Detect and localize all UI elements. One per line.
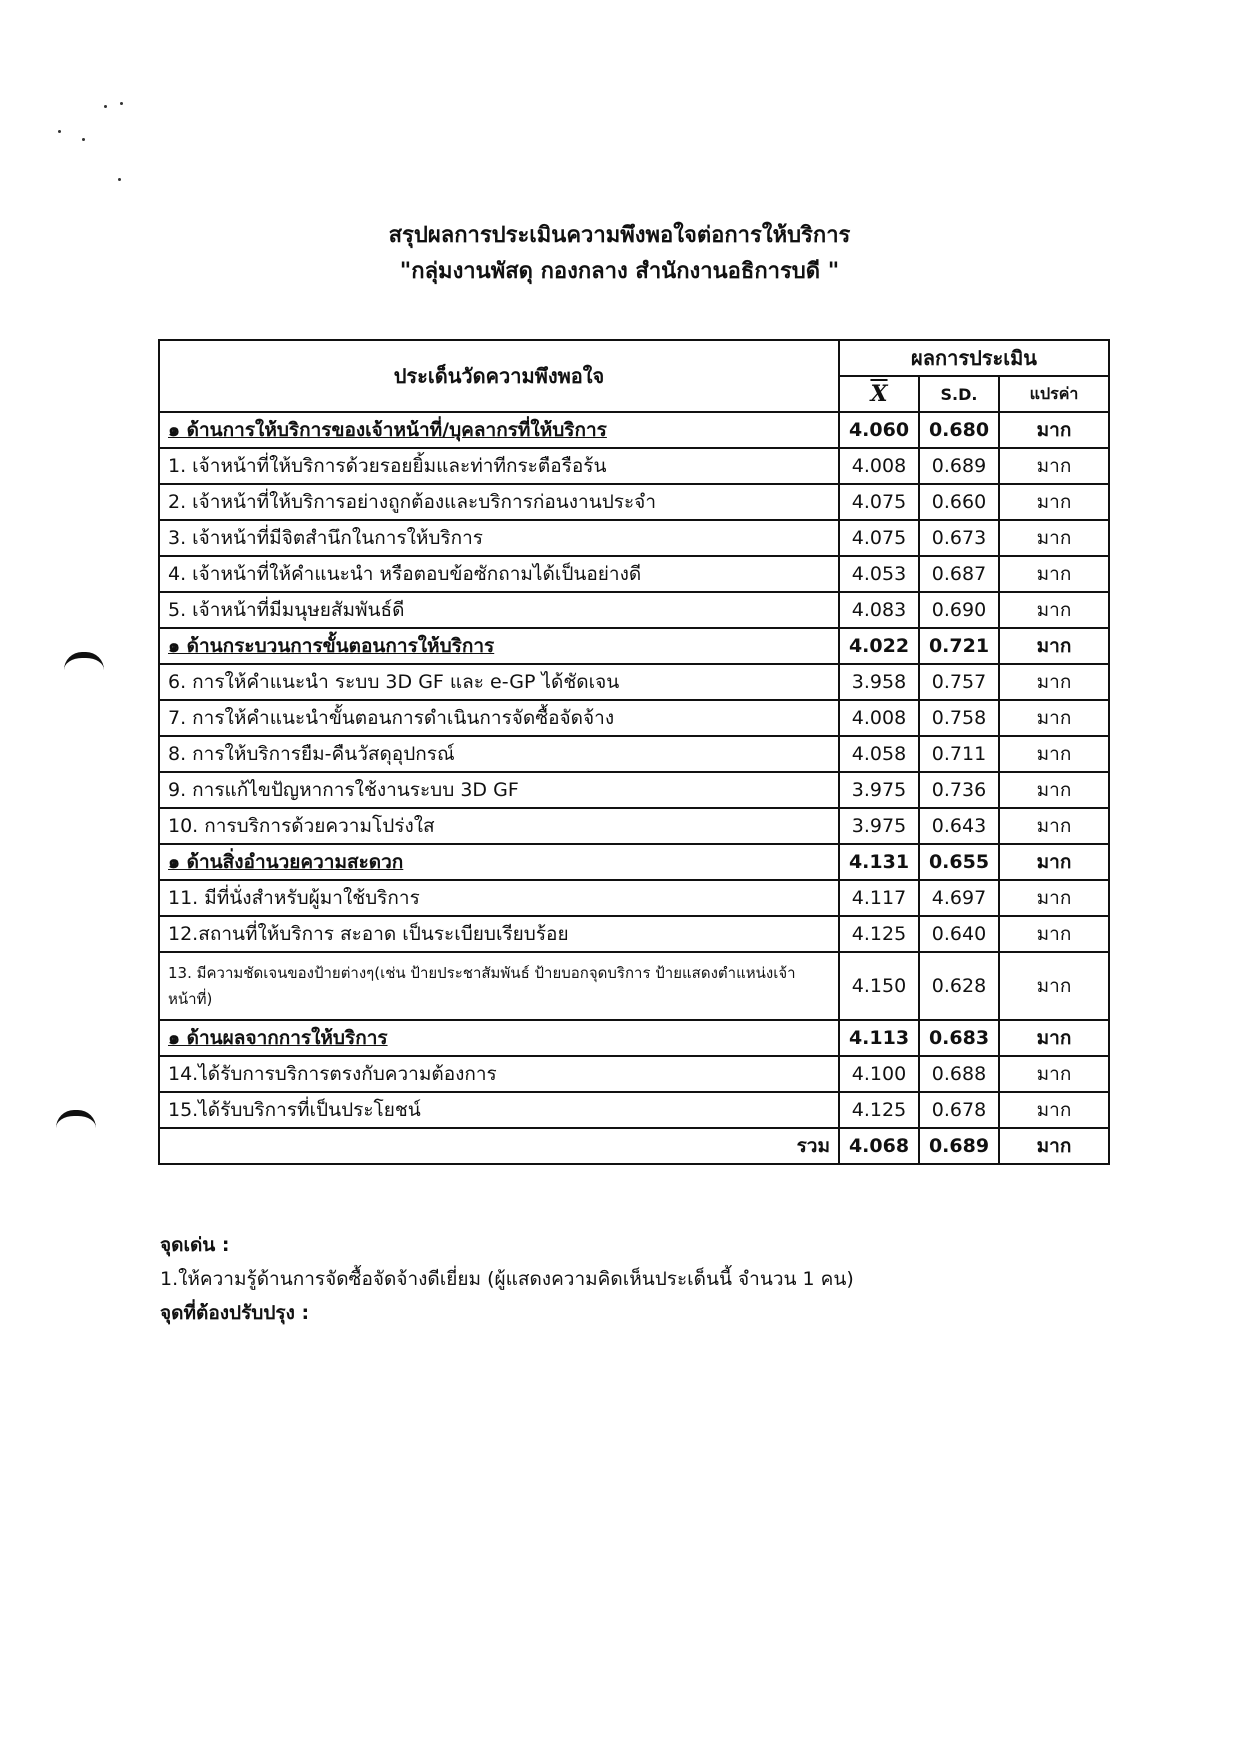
row-mean: 3.975 (839, 772, 919, 808)
row-level: มาก (999, 1092, 1109, 1128)
table-row (159, 592, 1109, 628)
row-label: ๑ ด้านผลจากการให้บริการ (159, 1020, 839, 1056)
row-mean: 4.083 (839, 592, 919, 628)
row-label: 15.ได้รับบริการที่เป็นประโยชน์ (159, 1092, 839, 1128)
table-row (159, 1092, 1109, 1128)
row-mean: 4.113 (839, 1020, 919, 1056)
hole-punch-mark (64, 652, 104, 670)
row-level: มาก (999, 1056, 1109, 1092)
notes-section (160, 1228, 1120, 1330)
table-row (159, 448, 1109, 484)
row-label: 8. การให้บริการยืม-คืนวัสดุอุปกรณ์ (159, 736, 839, 772)
table-row-section (159, 412, 1109, 448)
row-mean: 4.060 (839, 412, 919, 448)
row-level: มาก (999, 664, 1109, 700)
table-row-section (159, 844, 1109, 880)
total-level: มาก (999, 1128, 1109, 1164)
row-label: 14.ได้รับการบริการตรงกับความต้องการ (159, 1056, 839, 1092)
table-row-total (159, 1128, 1109, 1164)
table-row (159, 736, 1109, 772)
row-sd: 0.711 (919, 736, 999, 772)
table-row (159, 952, 1109, 1020)
strength-item: 1.ให้ความรู้ด้านการจัดซื้อจัดจ้างดีเยี่ยม (ผู้แสดงความคิดเห็นประเด็นนี้ จำนวน 1 คน) (160, 1268, 854, 1290)
row-level: มาก (999, 520, 1109, 556)
header-result: ผลการประเมิน (839, 340, 1109, 376)
row-label: ๑ ด้านกระบวนการขั้นตอนการให้บริการ (159, 628, 839, 664)
row-level: มาก (999, 592, 1109, 628)
header-mean: $\overline{X}$ (839, 376, 919, 412)
row-mean: 4.008 (839, 448, 919, 484)
row-mean: 4.125 (839, 1092, 919, 1128)
row-sd: 4.697 (919, 880, 999, 916)
row-label: ๑ ด้านสิ่งอำนวยความสะดวก (159, 844, 839, 880)
row-label: 5. เจ้าหน้าที่มีมนุษยสัมพันธ์ดี (159, 592, 839, 628)
document-title (0, 218, 1239, 290)
row-level: มาก (999, 556, 1109, 592)
row-label: 7. การให้คำแนะนำขั้นตอนการดำเนินการจัดซื้อจัดจ้าง (159, 700, 839, 736)
row-level: มาก (999, 808, 1109, 844)
row-sd: 0.678 (919, 1092, 999, 1128)
table-row (159, 556, 1109, 592)
row-sd: 0.687 (919, 556, 999, 592)
row-level: มาก (999, 1020, 1109, 1056)
row-label: 1. เจ้าหน้าที่ให้บริการด้วยรอยยิ้มและท่าทีกระตือรือร้น (159, 448, 839, 484)
row-level: มาก (999, 916, 1109, 952)
table-row (159, 1056, 1109, 1092)
row-sd: 0.643 (919, 808, 999, 844)
hole-punch-mark (56, 1110, 96, 1128)
row-sd: 0.758 (919, 700, 999, 736)
row-mean: 4.117 (839, 880, 919, 916)
row-label: 2. เจ้าหน้าที่ให้บริการอย่างถูกต้องและบริการก่อนงานประจำ (159, 484, 839, 520)
title-line-1: สรุปผลการประเมินความพึงพอใจต่อการให้บริการ (388, 223, 851, 248)
row-sd: 0.757 (919, 664, 999, 700)
row-label: 10. การบริการด้วยความโปร่งใส (159, 808, 839, 844)
row-sd: 0.689 (919, 448, 999, 484)
strengths-heading: จุดเด่น : (160, 1234, 230, 1256)
row-label: 13. มีความชัดเจนของป้ายต่างๆ(เช่น ป้ายประชาสัมพันธ์ ป้ายบอกจุดบริการ ป้ายแสดงตำแหน่งเจ้าหน้าที่) (159, 952, 839, 1020)
row-sd: 0.655 (919, 844, 999, 880)
row-mean: 4.150 (839, 952, 919, 1020)
row-sd: 0.690 (919, 592, 999, 628)
header-sd: S.D. (919, 376, 999, 412)
row-sd: 0.640 (919, 916, 999, 952)
row-mean: 3.958 (839, 664, 919, 700)
header-level: แปรค่า (999, 376, 1109, 412)
row-mean: 4.075 (839, 484, 919, 520)
table-row (159, 772, 1109, 808)
row-level: มาก (999, 772, 1109, 808)
row-level: มาก (999, 736, 1109, 772)
row-mean: 4.131 (839, 844, 919, 880)
row-sd: 0.721 (919, 628, 999, 664)
scan-speck (120, 102, 123, 105)
table-row-section (159, 1020, 1109, 1056)
table-row (159, 664, 1109, 700)
table-row-section (159, 628, 1109, 664)
table-row (159, 520, 1109, 556)
scan-speck (58, 130, 61, 133)
table-row (159, 700, 1109, 736)
row-mean: 4.008 (839, 700, 919, 736)
row-label: 3. เจ้าหน้าที่มีจิตสำนึกในการให้บริการ (159, 520, 839, 556)
scan-speck (104, 105, 107, 108)
satisfaction-table (158, 339, 1110, 1165)
row-level: มาก (999, 700, 1109, 736)
row-label: 6. การให้คำแนะนำ ระบบ 3D GF และ e-GP ได้ชัดเจน (159, 664, 839, 700)
row-level: มาก (999, 880, 1109, 916)
row-mean: 4.075 (839, 520, 919, 556)
row-sd: 0.673 (919, 520, 999, 556)
row-label: 12.สถานที่ให้บริการ สะอาด เป็นระเบียบเรียบร้อย (159, 916, 839, 952)
row-level: มาก (999, 412, 1109, 448)
row-label: 4. เจ้าหน้าที่ให้คำแนะนำ หรือตอบข้อซักถามได้เป็นอย่างดี (159, 556, 839, 592)
row-level: มาก (999, 952, 1109, 1020)
table-row (159, 880, 1109, 916)
row-label: 9. การแก้ไขปัญหาการใช้งานระบบ 3D GF (159, 772, 839, 808)
row-sd: 0.683 (919, 1020, 999, 1056)
row-sd: 0.628 (919, 952, 999, 1020)
table-row (159, 484, 1109, 520)
row-sd: 0.688 (919, 1056, 999, 1092)
scan-speck (82, 138, 85, 141)
row-label: 11. มีที่นั่งสำหรับผู้มาใช้บริการ (159, 880, 839, 916)
row-mean: 4.125 (839, 916, 919, 952)
row-mean: 3.975 (839, 808, 919, 844)
total-mean: 4.068 (839, 1128, 919, 1164)
scan-speck (118, 178, 121, 181)
row-mean: 4.058 (839, 736, 919, 772)
row-level: มาก (999, 628, 1109, 664)
improvement-heading: จุดที่ต้องปรับปรุง : (160, 1302, 310, 1324)
table-row (159, 916, 1109, 952)
row-level: มาก (999, 448, 1109, 484)
table-row (159, 808, 1109, 844)
total-sd: 0.689 (919, 1128, 999, 1164)
header-issue: ประเด็นวัดความพึงพอใจ (159, 340, 839, 412)
row-mean: 4.022 (839, 628, 919, 664)
row-label: ๑ ด้านการให้บริการของเจ้าหน้าที่/บุคลากรที่ให้บริการ (159, 412, 839, 448)
row-sd: 0.680 (919, 412, 999, 448)
title-line-2: "กลุ่มงานพัสดุ กองกลาง สำนักงานอธิการบดี " (399, 259, 840, 284)
row-mean: 4.100 (839, 1056, 919, 1092)
row-sd: 0.736 (919, 772, 999, 808)
row-level: มาก (999, 484, 1109, 520)
row-sd: 0.660 (919, 484, 999, 520)
total-label: รวม (159, 1128, 839, 1164)
row-level: มาก (999, 844, 1109, 880)
row-mean: 4.053 (839, 556, 919, 592)
